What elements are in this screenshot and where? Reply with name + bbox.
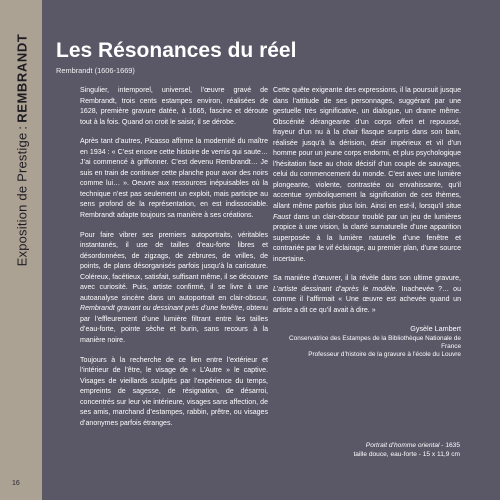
paragraph: Toujours à la recherche de ce lien entre l’extérieur et l’intérieur de l’être, le visage de « L’Autre » le captive. Visages de vieillards sculptés par l’expérience du temps, empreints de sagesse, de résignation, de désarroi, concentrés sur leur vie intérieure, visages sans affection, de ses amis, marchand d’estampes, rabbin, prêtre, ou visages d’anonymes parfois étranges.: [80, 356, 268, 427]
artwork-title: Rembrandt gravant ou dessinant près d’une fenêtre: [80, 305, 243, 313]
exhibition-label: [15, 34, 30, 267]
article-header: [56, 38, 296, 75]
left-column: [80, 86, 268, 438]
paragraph: [80, 231, 268, 347]
artwork-title: Faust: [273, 213, 291, 221]
paragraph: [273, 86, 461, 265]
author-role: Conservatrice des Estampes de la Bibliothèque Nationale de France: [289, 334, 461, 350]
paragraph-text: , obtenu par l’effleurement d’une lumière filtrant entre les tailles d’eau-forte, pointe sèche et burin, sans recours à la manière noire.: [80, 305, 268, 345]
author-signature: [273, 325, 461, 359]
paragraph: [273, 274, 461, 316]
image-caption: [353, 442, 460, 459]
article-subtitle: Rembrandt (1606-1669): [56, 66, 135, 75]
exhibition-label-main: Exposition de Prestige: [14, 132, 30, 267]
paragraph: Singulier, intemporel, universel, l’œuvre gravé de Rembrandt, trois cents estampes environ, réalisées de 1628, première gravure datée, à 1665, fascine et déroute tout à la fois. Quand on croit le saisir, il se dérobe.: [80, 87, 268, 126]
paragraph-text: . Inachevée ?… ou comme il l’affirmait « Une œuvre est achevée quand un artiste a dit ce qu’il avait à dire. »: [273, 285, 462, 314]
sidebar-band: [0, 0, 42, 500]
article-title: Les Résonances du réel: [56, 39, 297, 62]
page-number: 16: [12, 480, 20, 487]
paragraph-text: Pour faire vibrer ses premiers autoportraits, véritables instantanés, il use de tailles d’eau-forte libres et désordonnées, de zigzags, de zébrures, de vrilles, de points, de plans désorganisés parfois jusqu’à la caricature. Coléreux, facétieux, satisfait, suffisant même, il se découvre avec curiosité. Puis, artiste confirmé, il se livre à une autoanalyse sincère dans un autoportrait en clair-obscur,: [80, 231, 268, 302]
author-role: Professeur d’histoire de la gravure à l’école du Louvre: [308, 351, 461, 359]
paragraph-text: Sa manière d’œuvrer, il la révèle dans son ultime gravure,: [273, 275, 461, 283]
paragraph: Après tant d’autres, Picasso affirme la modernité du maître en 1934 : « C’est encore cette histoire de vernis qui saute… J’ai commencé à griffonner. C’est devenu Rembrandt… Je suis en train de continuer cette planche pour avoir des noirs comme lui… ». Oeuvre aux ressources inépuisables où la technique n’est pas seulement un exploit, mais participe au sens profond de la représentation, en est indissociable. Rembrandt adapte toujours sa manière à ses créations.: [80, 138, 268, 220]
caption-date: - 1635: [439, 442, 460, 449]
artwork-title: L’artiste dessinant d’après le modèle: [273, 285, 396, 293]
paragraph-text: Cette quête exigeante des expressions, il la poursuit jusque dans l’attitude de ses personnages, suggérant par une gestuelle très significative, un dialogue, un drame même. Obscénité dérangeante d’un corps offert et repoussé, frayeur d’un nu à la chair flasque surpris dans son bain, réalisée jusqu’à la dérision, désir impérieux et vil d’un homme pour un jeune corps endormi, et plus psychologique l’hésitation face au choix décisif d’un couple de sauvages, celui du commencement du monde. C’est avec une lumière plongeante, violente, contrastée ou envahissante, qu’il accentue symboliquement la signification de ces thèmes, allant même parfois plus loin. Ainsi en est-il, lorsqu’il situe: [273, 87, 461, 211]
exhibition-label-artist: REMBRANDT: [14, 33, 30, 123]
right-column: [273, 86, 461, 359]
caption-title: Portrait d’homme oriental: [365, 442, 440, 449]
author-name: Gysèle Lambert: [410, 324, 461, 334]
caption-title-line: [353, 442, 460, 451]
caption-details: taille douce, eau-forte - 15 x 11,9 cm: [353, 450, 460, 458]
exhibition-label-separator: :: [14, 125, 30, 130]
paragraph-text: dans un clair-obscur troublé par un jeu de lumières propice à une vision, la clarté surnaturelle d’une apparition superposée à la lumière naturelle d’une fenêtre et contrariée par le vif éclairage, au premier plan, d’une source incertaine.: [273, 213, 461, 263]
